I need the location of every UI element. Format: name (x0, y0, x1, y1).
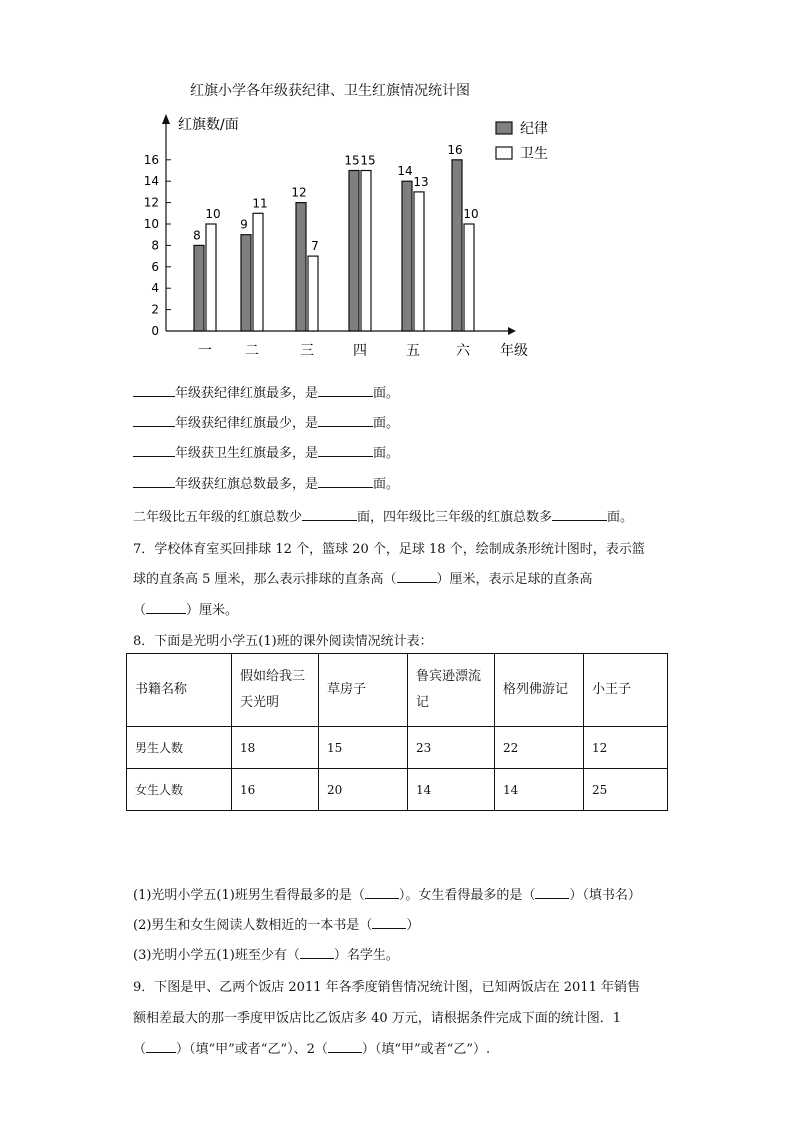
q6-text: 年级获红旗总数最多，是 (175, 477, 319, 492)
q6-line-2 (133, 412, 399, 431)
table-cell: 23 (408, 727, 495, 769)
answer-blank[interactable] (318, 414, 373, 427)
q6-unit: 面。 (373, 386, 400, 401)
bar-discipline (452, 160, 462, 331)
legend-swatch (496, 122, 512, 134)
q6-line-3 (133, 442, 399, 461)
q7-line-3 (133, 599, 238, 618)
bar-chart (130, 110, 570, 365)
table-cell: 14 (495, 769, 584, 811)
table-cell: 14 (408, 769, 495, 811)
answer-blank[interactable] (133, 475, 175, 488)
answer-blank[interactable] (328, 1040, 362, 1053)
x-tick-label: 三 (300, 343, 314, 359)
answer-blank[interactable] (133, 414, 175, 427)
q6-text: 年级获纪律红旗最少，是 (175, 416, 319, 431)
header-cell: 草房子 (319, 654, 408, 727)
table-row (127, 769, 668, 811)
chart-title: 红旗小学各年级获纪律、卫生红旗情况统计图 (190, 83, 470, 99)
q6-compare (133, 506, 633, 525)
bar-hygiene (206, 224, 216, 331)
table-cell: 25 (584, 769, 668, 811)
q9-line-2: 额相差最大的那一季度甲饭店比乙饭店多 40 万元，请根据条件完成下面的统计图．1 (133, 1011, 622, 1026)
q7-text-c: ）厘米。 (186, 603, 239, 618)
y-tick-label: 4 (151, 281, 159, 296)
data-label: 8 (193, 228, 201, 243)
answer-blank[interactable] (318, 475, 373, 488)
q9-line-1: 9．下图是甲、乙两个饭店 2011 年各季度销售情况统计图，已知两饭店在 2011 年销售 (133, 980, 640, 995)
answer-blank[interactable] (318, 444, 373, 457)
y-tick-label: 14 (143, 174, 159, 189)
q6-compare-a: 二年级比五年级的红旗总数少 (133, 510, 303, 525)
answer-blank[interactable] (552, 508, 607, 521)
answer-blank[interactable] (318, 384, 373, 397)
x-tick-label: 五 (406, 343, 420, 359)
q8-text: (3)光明小学五(1)班至少有（ (133, 948, 300, 963)
x-axis-arrow (508, 327, 516, 335)
q8-text: ）（填书名） (569, 888, 641, 903)
q7-paren-open: （ (133, 603, 147, 618)
legend-label: 纪律 (520, 121, 548, 137)
q7-line-1: 7．学校体育室买回排球 12 个，篮球 20 个，足球 18 个，绘制成条形统计图时，表示篮 (133, 542, 645, 557)
data-label: 10 (463, 207, 479, 221)
bar-hygiene (253, 213, 263, 331)
data-label: 15 (360, 153, 376, 168)
data-label: 13 (413, 174, 429, 189)
y-tick-label: 0 (151, 324, 159, 338)
legend-label: 卫生 (520, 146, 548, 162)
q6-unit: 面。 (373, 416, 400, 431)
table-header-row (127, 654, 668, 727)
bar-discipline (349, 171, 359, 332)
q8-text: (2)男生和女生阅读人数相近的一本书是（ (133, 918, 373, 933)
data-label: 7 (311, 239, 319, 254)
y-tick-label: 2 (151, 302, 159, 317)
q6-line-1 (133, 382, 399, 401)
answer-blank[interactable] (133, 384, 175, 397)
q6-text: 年级获卫生红旗最多，是 (175, 446, 319, 461)
header-cell: 鲁宾逊漂流记 (408, 654, 495, 727)
y-tick-label: 12 (143, 195, 159, 210)
data-label: 9 (240, 217, 248, 232)
table-cell: 12 (584, 727, 668, 769)
x-tick-label: 四 (353, 343, 367, 359)
table-cell: 22 (495, 727, 584, 769)
x-tick-label: 六 (456, 343, 470, 359)
bar-discipline (296, 203, 306, 331)
x-tick-label: 一 (198, 343, 212, 359)
bar-hygiene (464, 224, 474, 331)
q8-sub3 (133, 944, 399, 963)
table-cell: 16 (232, 769, 319, 811)
header-cell: 书籍名称 (127, 654, 232, 727)
q9-text: ）（填“甲”或者“乙”）、2（ (176, 1042, 328, 1057)
q8-sub1 (133, 884, 641, 903)
y-axis-label: 红旗数/面 (178, 117, 239, 133)
bar-discipline (194, 245, 204, 331)
q8-sub2 (133, 914, 419, 933)
q8-text: ） (406, 918, 420, 933)
data-label: 16 (447, 142, 463, 157)
data-label: 12 (291, 185, 307, 200)
y-tick-label: 8 (151, 238, 159, 253)
q8-text: ）名学生。 (333, 948, 399, 963)
header-cell: 格列佛游记 (495, 654, 584, 727)
bar-hygiene (308, 256, 318, 331)
answer-blank[interactable] (397, 570, 437, 583)
q7-line-2 (133, 568, 593, 587)
bar-discipline (402, 181, 412, 331)
answer-blank[interactable] (133, 444, 175, 457)
answer-blank[interactable] (535, 886, 569, 899)
answer-blank[interactable] (146, 601, 186, 614)
bar-discipline (241, 235, 251, 331)
table-cell: 15 (319, 727, 408, 769)
table-row (127, 727, 668, 769)
y-axis-arrow (162, 114, 170, 124)
q6-unit: 面。 (373, 477, 400, 492)
x-axis-label: 年级 (500, 343, 528, 359)
y-tick-label: 10 (143, 217, 159, 231)
row-label: 男生人数 (127, 727, 232, 769)
q6-compare-b: 面，四年级比三年级的红旗总数多 (357, 510, 553, 525)
bar-hygiene (361, 171, 371, 332)
header-cell: 小王子 (584, 654, 668, 727)
q7-text-b: ）厘米，表示足球的直条高 (436, 572, 593, 587)
answer-blank[interactable] (300, 946, 334, 959)
q6-unit: 面。 (373, 446, 400, 461)
q6-compare-c: 面。 (607, 510, 634, 525)
q9-line-3 (133, 1038, 490, 1057)
header-cell: 假如给我三天光明 (232, 654, 319, 727)
legend-swatch (496, 147, 512, 159)
table-cell: 20 (319, 769, 408, 811)
answer-blank[interactable] (146, 1040, 176, 1053)
q6-text: 年级获纪律红旗最多，是 (175, 386, 319, 401)
x-tick-label: 二 (245, 343, 259, 359)
bar-hygiene (414, 192, 424, 331)
answer-blank[interactable] (365, 886, 399, 899)
data-label: 10 (205, 207, 221, 221)
q8-text: ）。女生看得最多的是（ (398, 888, 536, 903)
answer-blank[interactable] (302, 508, 357, 521)
data-label: 14 (397, 164, 413, 179)
q8-text: (1)光明小学五(1)班男生看得最多的是（ (133, 888, 365, 903)
q9-text: ）（填“甲”或者“乙”）. (361, 1042, 491, 1057)
y-tick-label: 6 (151, 259, 159, 274)
q9-text: （ (133, 1042, 147, 1057)
table-cell: 18 (232, 727, 319, 769)
answer-blank[interactable] (372, 916, 406, 929)
data-label: 11 (252, 196, 268, 211)
reading-table (126, 653, 668, 811)
q7-text-a: 球的直条高 5 厘米，那么表示排球的直条高（ (133, 572, 397, 587)
data-label: 15 (344, 153, 360, 168)
q8-intro: 8．下面是光明小学五(1)班的课外阅读情况统计表： (133, 634, 433, 649)
row-label: 女生人数 (127, 769, 232, 811)
y-tick-label: 16 (143, 152, 159, 167)
q6-line-4 (133, 473, 399, 492)
